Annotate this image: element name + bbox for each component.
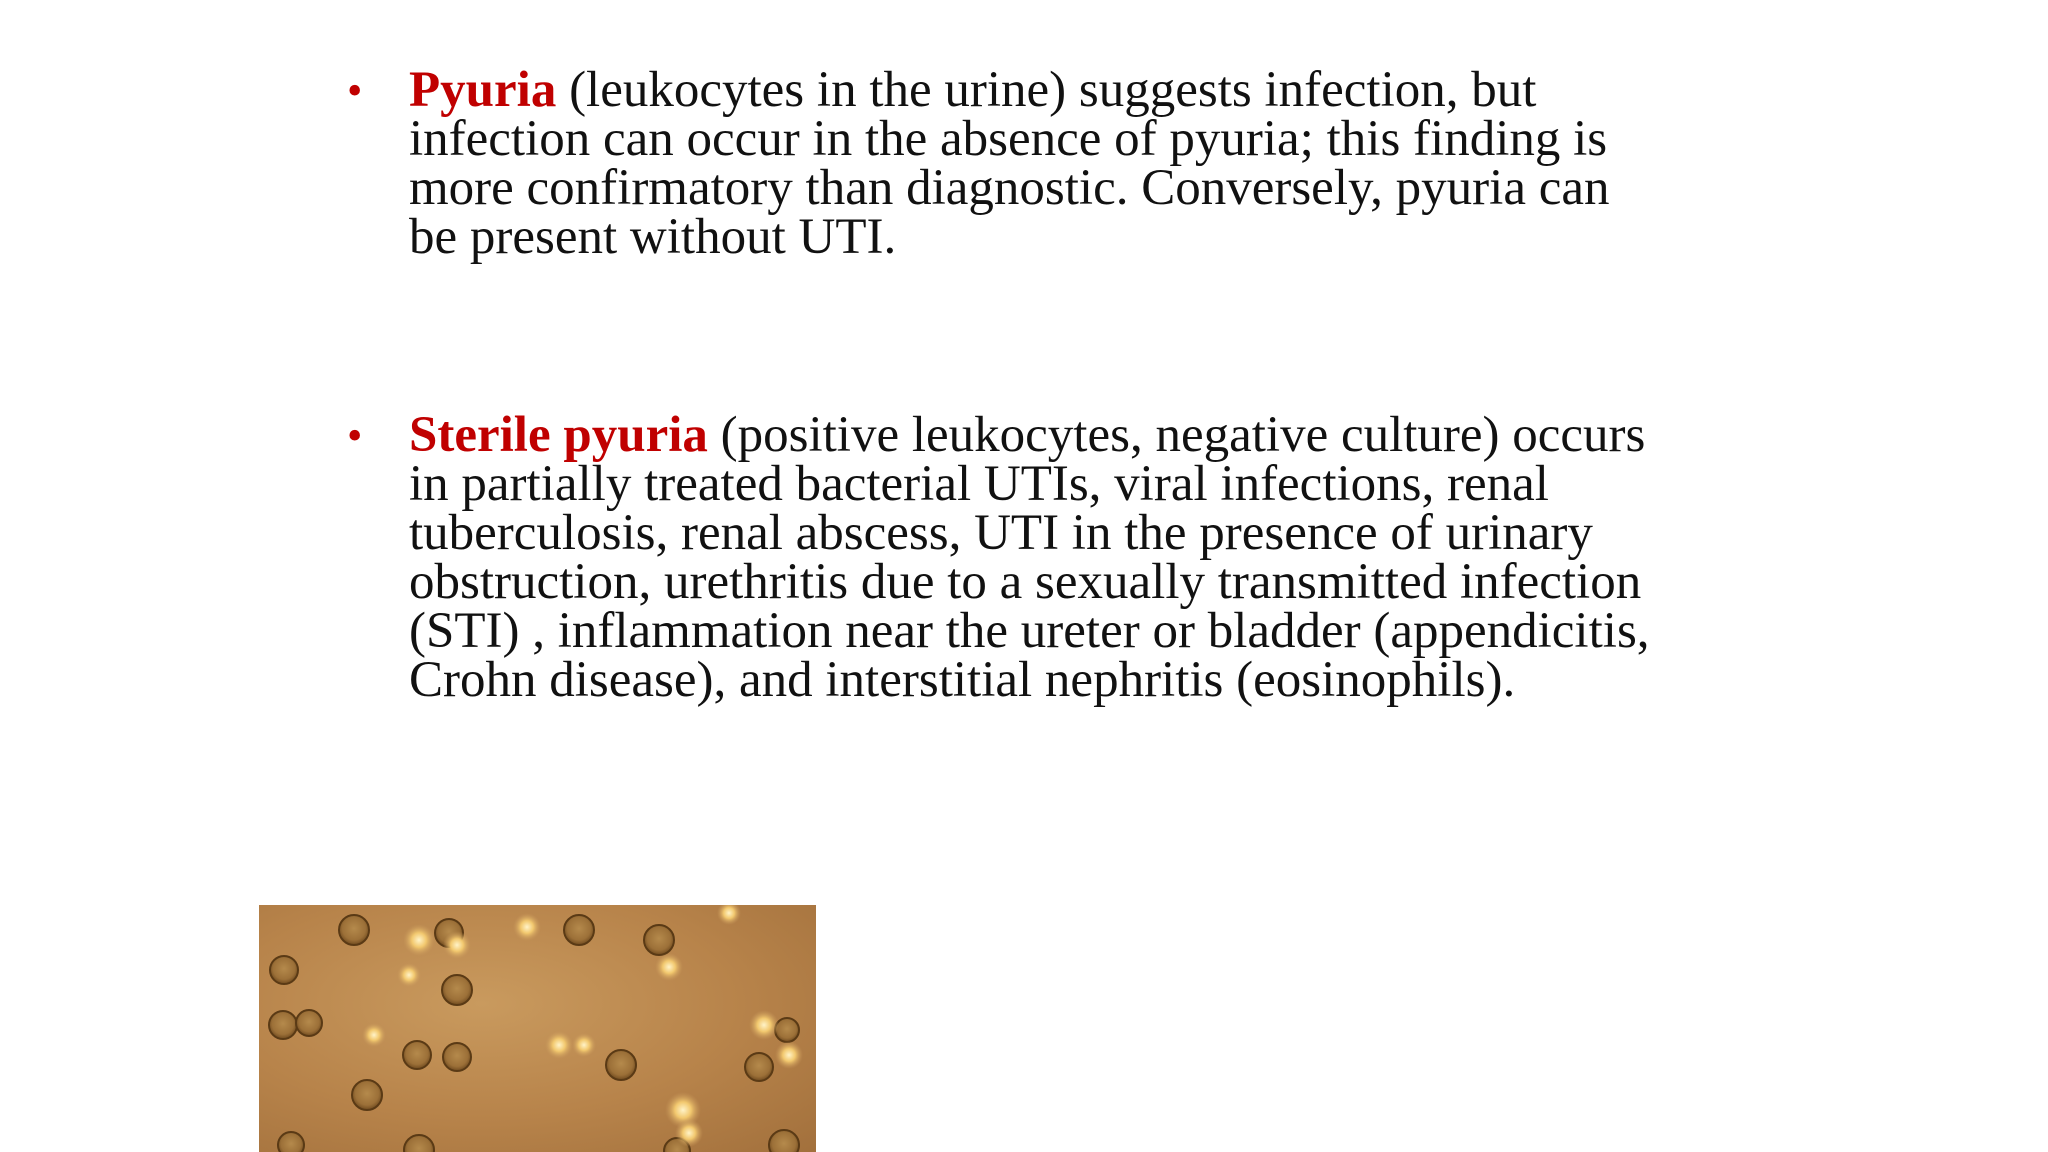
bullet-body-sterile-pyuria: (positive leukocytes, negative culture) occurs in partially treated bacterial UTIs, viral infections, renal tuberculosis, renal abscess, UTI in the presence of urinary obstruction, urethritis due to a sexually transmitted infection (STI) , inflammation near the ureter or bladder (appendicitis, Crohn disease), and interstitial nephritis (eosinophils).	[409, 407, 1650, 708]
bullet-term-pyuria: Pyuria	[409, 62, 557, 118]
bullet-pyuria	[347, 62, 1677, 265]
bullet-marker: •	[347, 66, 363, 115]
urine-micrograph-image	[259, 905, 816, 1152]
bullet-body-pyuria: (leukocytes in the urine) suggests infection, but infection can occur in the absence of pyuria; this finding is more confirmatory than diagnostic. Conversely, pyuria can be present without UTI.	[409, 62, 1610, 265]
bullet-text	[409, 62, 1677, 265]
bullet-text	[409, 407, 1677, 708]
bullet-sterile-pyuria	[347, 407, 1677, 708]
leukocyte-cells	[269, 915, 799, 1152]
micrograph-cells	[259, 905, 816, 1152]
bullet-term-sterile-pyuria: Sterile pyuria	[409, 407, 708, 463]
bullet-marker: •	[347, 411, 363, 460]
